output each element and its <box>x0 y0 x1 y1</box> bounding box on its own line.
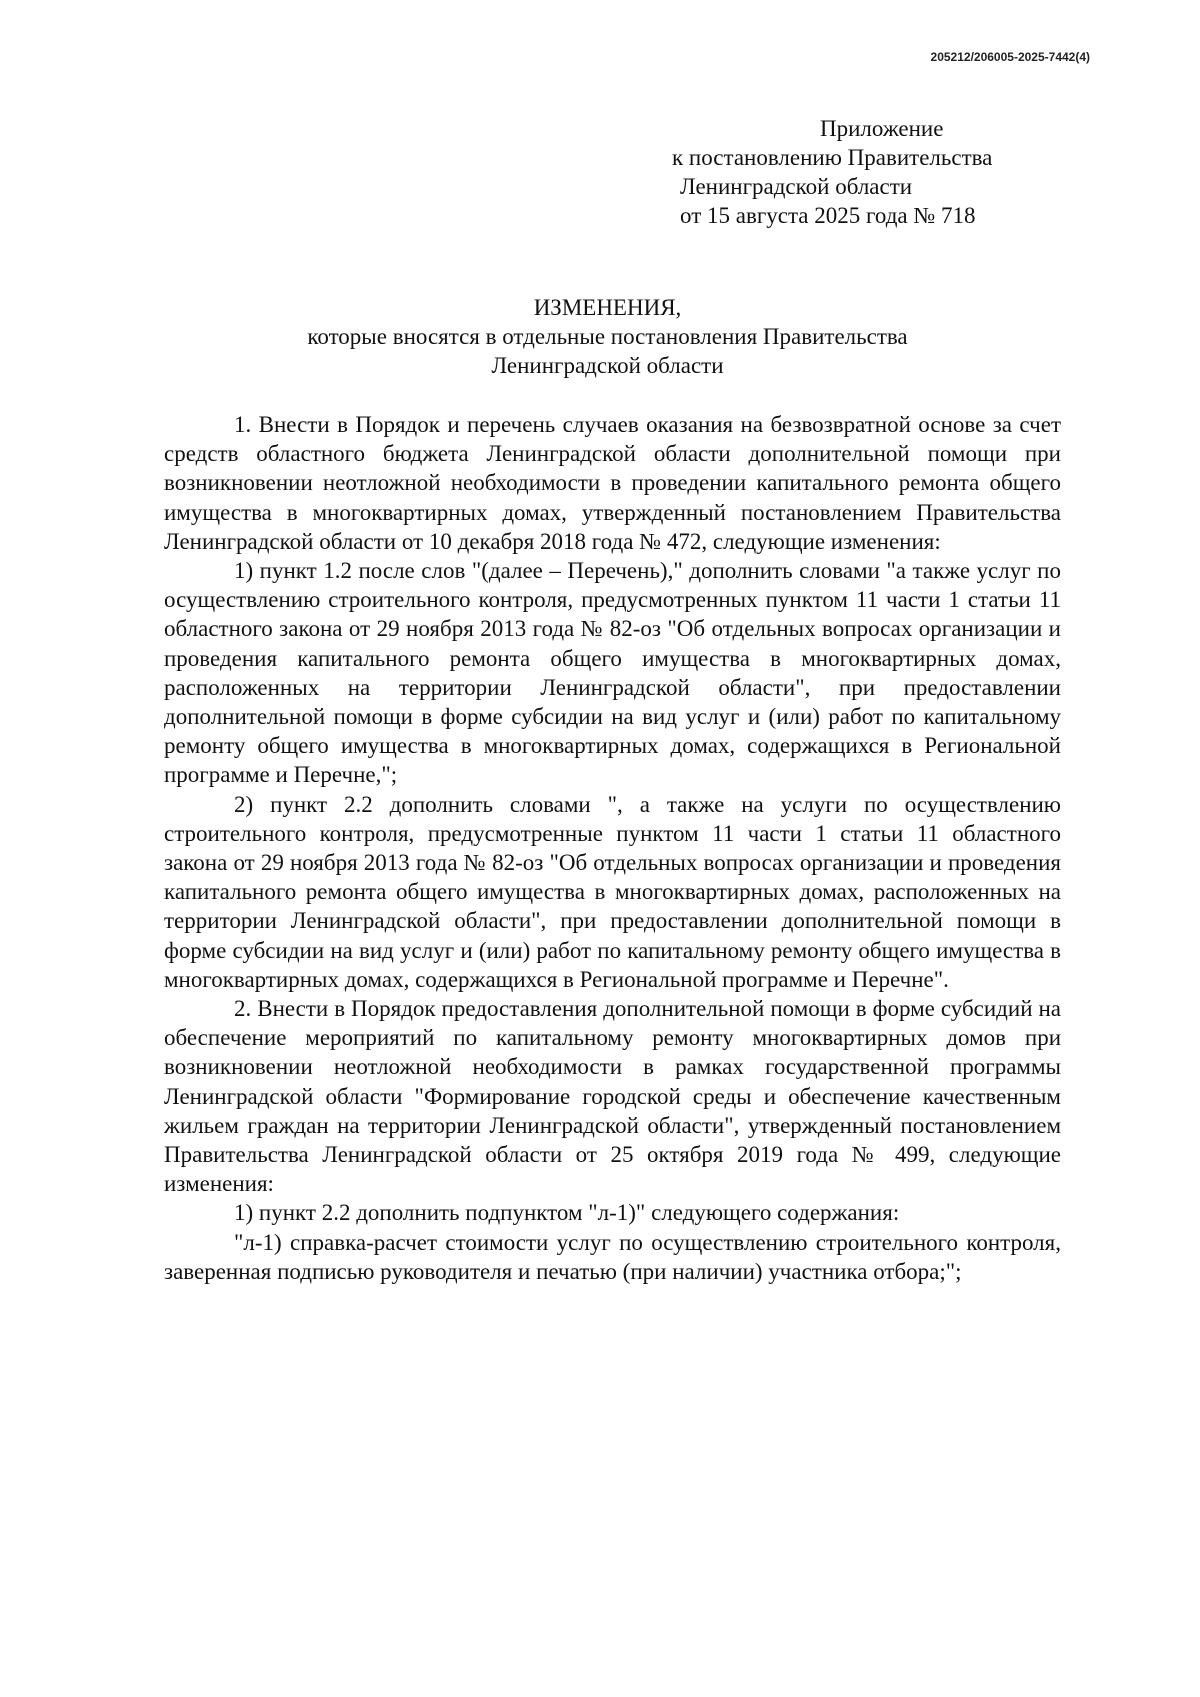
document-title-block <box>160 293 1055 380</box>
appendix-line-4: от 15 августа 2025 года № 718 <box>680 203 976 228</box>
document-registration-number: 205212/206005-2025-7442(4) <box>930 50 1090 64</box>
document-subtitle-line-1: которые вносятся в отдельные постановления Правительства <box>307 324 908 349</box>
paragraph-1-item-2: 2) пункт 2.2 дополнить словами ", а также на услуги по осуществлению строительного контроля, предусмотренные пунктом 11 части 1 статьи 11 областного закона от 29 ноября 2013 года № 82-оз "Об отдельных вопросах организации и проведения капитального ремонта общего имущества в многоквартирных домах, расположенных на территории Ленинградской области", при предоставлении дополнительной помощи в форме субсидии на вид услуг и (или) работ по капитальному ремонту общего имущества в многоквартирных домах, содержащихся в Региональной программе и Перечне". <box>164 791 1061 992</box>
appendix-header <box>672 114 1112 230</box>
appendix-line-3: Ленинградской области <box>680 174 913 199</box>
paragraph-1: 1. Внести в Порядок и перечень случаев оказания на безвозвратной основе за счет средств областного бюджета Ленинградской области дополнительной помощи при возникновении неотложной необходимости в проведении капитального ремонта общего имущества в многоквартирных домах, утвержденный постановлением Правительства Ленинградской области от 10 декабря 2018 года № 472, следующие изменения: <box>164 412 1061 554</box>
appendix-line-2: к постановлению Правительства <box>672 145 993 170</box>
document-body <box>164 410 1061 1286</box>
paragraph-2: 2. Внести в Порядок предоставления дополнительной помощи в форме субсидий на обеспечение мероприятий по капитальному ремонту многоквартирных домов при возникновении неотложной необходимости в рамках государственной программы Ленинградской области "Формирование городской среды и обеспечение качественным жильем граждан на территории Ленинградской области", утвержденный постановлением Правительства Ленинградской области от 25 октября 2019 года № 499, следующие изменения: <box>164 996 1061 1197</box>
appendix-line-1: Приложение <box>820 116 944 141</box>
paragraph-1-item-1: 1) пункт 1.2 после слов "(далее – Перечень)," дополнить словами "а также услуг по осуществлению строительного контроля, предусмотренных пунктом 11 части 1 статьи 11 областного закона от 29 ноября 2013 года № 82-оз "Об отдельных вопросах организации и проведения капитального ремонта общего имущества в многоквартирных домах, расположенных на территории Ленинградской области", при предоставлении дополнительной помощи в форме субсидии на вид услуг и (или) работ по капитальному ремонту общего имущества в многоквартирных домах, содержащихся в Региональной программе и Перечне,"; <box>164 558 1061 788</box>
paragraph-2-item-1-quote: "л-1) справка-расчет стоимости услуг по осуществлению строительного контроля, заверенная подписью руководителя и печатью (при наличии) участника отбора;"; <box>164 1229 1061 1284</box>
paragraph-2-item-1: 1) пункт 2.2 дополнить подпунктом "л-1)" следующего содержания: <box>234 1200 900 1226</box>
document-subtitle-line-2: Ленинградской области <box>491 353 724 378</box>
document-title: ИЗМЕНЕНИЯ, <box>533 295 682 320</box>
